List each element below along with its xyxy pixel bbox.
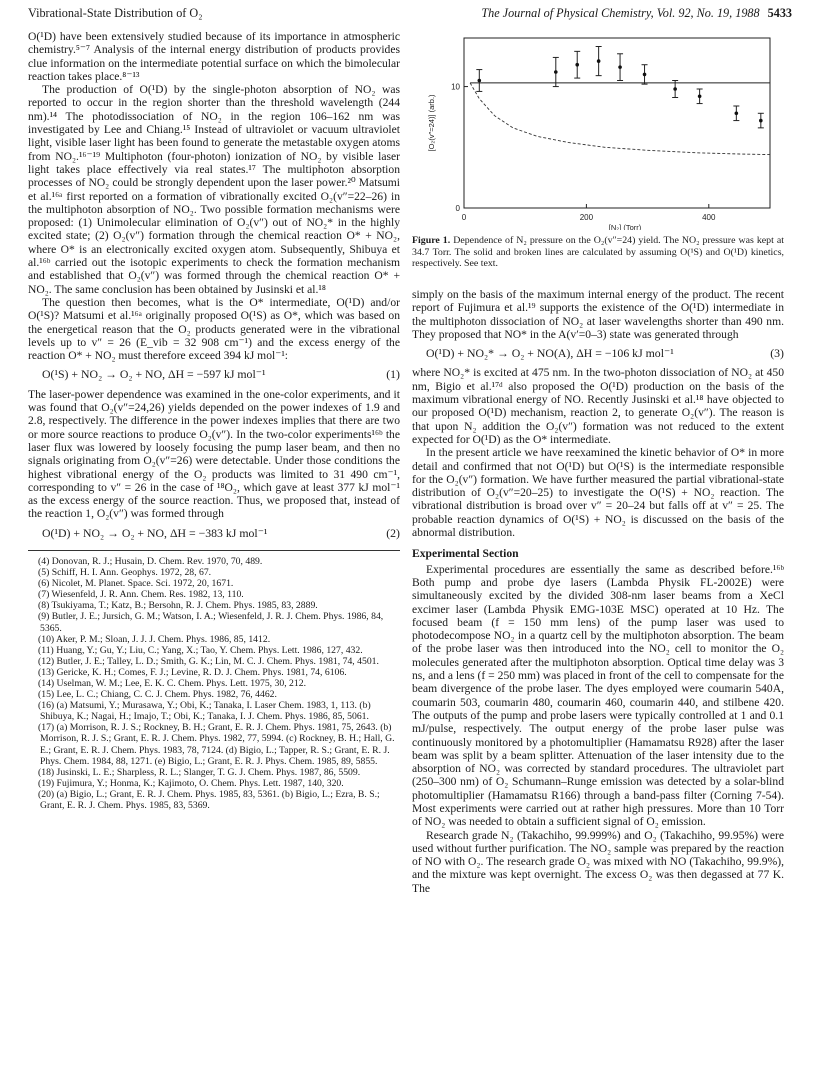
- equation-2: [42, 527, 400, 540]
- caption-label: Figure 1.: [412, 235, 451, 247]
- data-point: [673, 87, 677, 91]
- equation-number: (1): [386, 367, 400, 382]
- running-title: Vibrational-State Distribution of O₂: [28, 6, 203, 20]
- page-header: [28, 6, 792, 24]
- equation-text: O(¹D) + NO₂* → O₂ + NO(A), ΔH = −106 kJ mol⁻¹: [426, 346, 674, 361]
- paragraph: The question then becomes, what is the O* intermediate, O(¹D) and/or O(¹S)? Matsumi et al.¹⁶ᵃ originally proposed O(¹S) as O*, which was based on the energetical reason that the O₂ products generated were in the vibrational levels up to v″ = 26 (E_vib = 32 908 cm⁻¹) and the excess energy of the reaction O* + NO₂ must therefore exceed 394 kJ mol⁻¹:: [28, 295, 400, 363]
- paragraph: where NO₂* is excited at 475 nm. In the two-photon dissociation of NO₂ at 450 nm, Bigio et al.¹⁷ᵈ also proposed the O(¹D) production on the basis of the maximum vibrational energy of NO. Recently Jusinski et al.¹⁸ have objected to our proposed O(¹D) mechanism, reaction 2, to generate O₂(v″). The reason is that upon N₂ addition the O₂(v″) formation was not reduced to the extent expected for O(¹D) as the O* intermediate.: [412, 366, 784, 446]
- reference-item: (15) Lee, L. C.; Chiang, C. C. J. Chem. Phys. 1982, 76, 4462.: [38, 689, 277, 701]
- reference-item: (7) Wiesenfeld, J. R. Ann. Chem. Res. 1982, 13, 110.: [38, 589, 244, 601]
- data-point: [698, 94, 702, 98]
- paragraph: Experimental procedures are essentially the same as described before.¹⁶ᵇ Both pump and probe dye lasers (Lambda Physik FL-2002E) were simultaneously excited by the divided 308-nm laser beams from a XeCl excimer laser (Lambda Physik EMG-103E MSC) operated at 10 Hz. The focused beam (f = 150 mm lens) of the pump laser was used to photodecompose NO₂ in a quartz cell by the multiphoton absorption. The beam of the probe laser was then introduced into the NO₂ cell to monitor the O₂ molecules generated after the multiphoton absorption. Optical time delay was 3 ns, and a lens (f = 250 mm) was placed in front of the cell to compensate for the beam divergence of the probe laser. The dyes employed were coumarin 540A, coumarin 503, coumarin 480, coumarin 460, coumarin 440, and stilbene 420. The outputs of the pump and probe lasers were typically controlled at 1 and 0.1 mJ/pulse, respectively. The output energy of the probe laser pulse was continuously monitored by a photomultiplier (Hamamatsu R928) after the laser beam was split by a beam splitter. Attenuation of the laser intensity due to the absorption of NO₂ was corrected by standard procedures. The ultraviolet part (250–300 nm) of O₂ Schumann–Runge emission was detected by a solar-blind photomultiplier (Hamamatsu R166) through a band-pass filter (Corning 7-54). Most experiments were carried out at rather high pressures. More than 10 Torr of NO₂ was needed to obtain a sufficient signal of O₂ emission.: [412, 562, 784, 829]
- figure-1: [412, 30, 784, 288]
- figure-caption: [412, 235, 784, 269]
- paragraph: Research grade N₂ (Takachiho, 99.999%) and O₂ (Takachiho, 99.95%) were used without further purification. The NO₂ sample was prepared by the reaction of NO with O₂. The research grade O₂ was mixed with NO (Takachiho, 99.9%), and the mixture was kept overnight. The excess O₂ was then degassed at 77 K. The: [412, 828, 784, 895]
- reference-item: (5) Schiff, H. I. Ann. Geophys. 1972, 28, 67.: [38, 567, 212, 579]
- data-point: [735, 111, 739, 115]
- data-point: [478, 79, 482, 83]
- reference-item: (12) Butler, J. E.; Talley, L. D.; Smith, G. K.; Lin, M. C. J. Chem. Phys. 1981, 74, 4501.: [38, 655, 379, 667]
- reference-item: (9) Butler, J. E.; Jursich, G. M.; Watson, I. A.; Wiesenfeld, J. R. J. Chem. Phys. 1986, 84, 5365.: [38, 611, 384, 634]
- reference-item: (14) Uselman, W. M.; Lee, E. K. C. Chem. Phys. Lett. 1975, 30, 212.: [38, 678, 306, 690]
- data-point: [759, 119, 763, 123]
- equation-text: O(¹S) + NO₂ → O₂ + NO, ΔH = −597 kJ mol⁻¹: [42, 367, 266, 382]
- page-number: 5433: [767, 6, 792, 20]
- reference-item: (19) Fujimura, Y.; Honma, K.; Kajimoto, O. Chem. Phys. Lett. 1987, 140, 320.: [38, 777, 344, 789]
- reference-item: (10) Aker, P. M.; Sloan, J. J. J. Chem. Phys. 1986, 85, 1412.: [38, 633, 271, 645]
- reference-item: (6) Nicolet, M. Planet. Space. Sci. 1972, 20, 1671.: [38, 578, 234, 590]
- y-tick-label: 10: [451, 82, 460, 92]
- x-tick-label: 0: [461, 213, 467, 222]
- x-axis-label: [N₂] (Torr): [608, 223, 642, 230]
- paragraph: simply on the basis of the maximum internal energy of the product. The recent report of Fujimura et al.¹⁹ supports the existence of the O(¹D) intermediate in the multiphoton dissociation of NO₂ at laser wavelengths shorter than 490 nm. They proposed that NO* in the A(v′=0–3) state was generated through: [412, 288, 784, 341]
- equation-1: [42, 368, 400, 381]
- caption-text: Dependence of N₂ pressure on the O₂(v″=24) yield. The NO₂ pressure was kept at 34.7 Torr. The solid and broken lines are calculated by assuming O(¹S) and O(¹D) kinetics, respectively. See text.: [412, 235, 784, 269]
- journal-name: The Journal of Physical Chemistry, Vol. 92, No. 19, 1988: [481, 6, 760, 20]
- paragraph: The production of O(¹D) by the single-photon absorption of NO₂ was reported to occur in the region shorter than the threshold wavelength (244 nm).¹⁴ The photodissociation of NO₂ in the region 106–162 nm was investigated by Lee and Chiang.¹⁵ Instead of ultraviolet or vacuum ultraviolet light, visible laser light has been found to generate the metastable oxygen atoms from NO₂.¹⁶⁻¹⁹ Multiphoton (four-photon) ionization of NO₂ by visible laser light takes place effectively via real states.¹⁷ The multiphoton absorption processes of NO₂ could be strongly dependent upon the laser power.²⁰ Matsumi et al.¹⁶ᵃ first reported on a formation of vibrationally excited O₂(v″=22–26) in the multiphoton absorption of NO₂. Two possible formation mechanisms were proposed: (1) Unimolecular elimination of O₂(v″) out of NO₂* in the highly excited state; (2) O₂(v″) formation through the chemical reaction O* + NO₂, where O* is an electronically excited oxygen atom. Subsequently, Shibuya et al.¹⁶ᵇ carried out the isotopic experiments to check the formation mechanism and established that O₂(v″) was formed through the chemical reaction O* + NO₂. The same conclusion has been obtained by Jusinski et al.¹⁸: [28, 83, 400, 296]
- paragraph: In the present article we have reexamined the kinetic behavior of O* in more detail and confirmed that not O(¹D) but O(¹S) is the intermediate responsible for the O₂(v″) formation. We have further measured the partial vibrational-state distribution of O₂(v″=20–25) to investigate the O(¹S) + NO₂ reaction. The vibrational distribution is broad over v″ = 20–24 but falls off at v″ = 25. The probable reaction dynamics of O(¹S) + NO₂ is discussed on the basis of the abnormal distribution.: [412, 446, 784, 540]
- references: [28, 550, 400, 811]
- reference-item: (17) (a) Morrison, R. J. S.; Rockney, B. H.; Grant, E. R. J. Chem. Phys. 1981, 75, 2643. (b) Morrison, R. J. S.; Grant, E. R. J. Chem. Phys. 1982, 77, 5994. (c) Rockney, B. H.; Hall, G. E.; Grant, E. R. J. Chem. Phys. 1983, 78, 7124. (d) Bigio, L.; Tapper, R. S.; Grant, E. R. J. Phys. Chem. 1984, 88, 1271. (e) Bigio, L.; Grant, E. R. J. Phys. Chem. 1985, 89, 5855.: [38, 722, 395, 767]
- equation-3: [426, 347, 784, 360]
- broken-curve-1d: [470, 83, 770, 155]
- paragraph: The laser-power dependence was examined in the one-color experiments, and it was found that O₂(v″=24,26) yields depended on the power indexes of 1.9 and 2.8, respectively. The difference in the power indexes implies that there are two or more source reactions to produce O₂(v″). In the two-color experiments¹⁶ᵇ the laser flux was lowered by loosely focusing the pump laser beam, and then no signals originating from O₂(v″=26) were detectable. Under those conditions the highest vibrational energy of the O₂ products was limited to 31 490 cm⁻¹, corresponding to v″ = 26 in the case of ¹⁸O₂, which gave at least 377 kJ mol⁻¹ as the excess energy of the source reaction. Thus, we proposed that, instead of the reaction 1, O₂(v″) was formed through: [28, 387, 400, 521]
- left-column: [28, 30, 400, 811]
- equation-text: O(¹D) + NO₂ → O₂ + NO, ΔH = −383 kJ mol⁻¹: [42, 525, 268, 540]
- data-point: [618, 65, 622, 69]
- data-point: [643, 73, 647, 77]
- reference-item: (20) (a) Bigio, L.; Grant, E. R. J. Chem. Phys. 1985, 83, 5361. (b) Bigio, L.; Ezra, B. S.; Grant, E. R. J. Chem. Phys. 1985, 83, 5369.: [38, 788, 380, 812]
- y-axis-label: [O₂(v″=24)] (arb.): [427, 94, 436, 152]
- reference-item: (13) Gericke, K. H.; Comes, F. J.; Levine, R. D. J. Chem. Phys. 1981, 74, 6106.: [38, 666, 347, 678]
- data-point: [575, 63, 579, 67]
- data-point: [554, 70, 558, 74]
- y-tick-label: 0: [455, 204, 460, 213]
- journal-citation: [481, 6, 792, 21]
- reference-item: (11) Huang, Y.; Gu, Y.; Liu, C.; Yang, X.; Tao, Y. Chem. Phys. Lett. 1986, 127, 432.: [38, 644, 363, 656]
- equation-number: (3): [770, 346, 784, 361]
- x-tick-label: 400: [702, 213, 716, 222]
- paragraph: O(¹D) have been extensively studied because of its importance in atmospheric chemistry.⁵⁻⁷ Analysis of the internal energy distribution of products provides clue information on the intermediate potential surface on which the bimolecular reaction takes place.⁸⁻¹³: [28, 30, 400, 83]
- plot-frame: [464, 38, 770, 208]
- equation-number: (2): [386, 525, 400, 540]
- reference-item: (16) (a) Matsumi, Y.; Murasawa, Y.; Obi, K.; Tanaka, I. Laser Chem. 1983, 1, 113. (b) Shibuya, K.; Nagai, H.; Imajo, T.; Obi, K.; Tanaka, I. J. Chem. Phys. 1986, 85, 5061.: [38, 700, 371, 723]
- reference-item: (8) Tsukiyama, T.; Katz, B.; Bersohn, R. J. Chem. Phys. 1985, 83, 2889.: [38, 600, 318, 612]
- right-column: [412, 30, 784, 895]
- figure-chart: [412, 30, 784, 230]
- reference-item: (18) Jusinski, L. E.; Sharpless, R. L.; Slanger, T. G. J. Chem. Phys. 1987, 86, 5509.: [38, 766, 361, 778]
- data-point: [597, 59, 601, 63]
- section-heading: Experimental Section: [412, 547, 519, 561]
- reference-item: (4) Donovan, R. J.; Husain, D. Chem. Rev. 1970, 70, 489.: [38, 555, 263, 567]
- x-tick-label: 200: [579, 213, 594, 222]
